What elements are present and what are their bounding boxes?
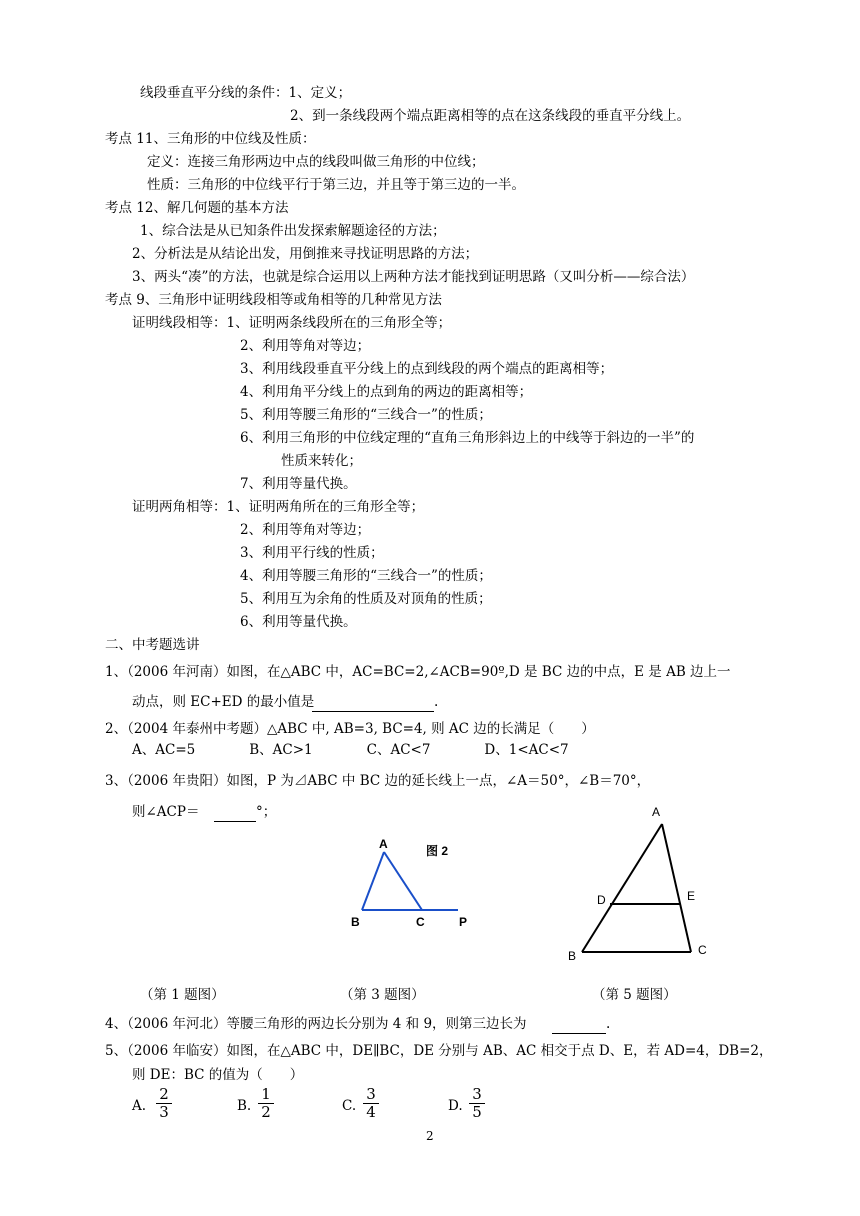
text-line-6: 考点 12、解几何题的基本方法	[105, 200, 289, 216]
text-line-17: 性质来转化；	[281, 453, 362, 469]
q5-option-b-numerator: 1	[258, 1087, 274, 1104]
fig3-label-a: A	[379, 837, 388, 851]
q1-period: .	[434, 694, 439, 710]
q5-option-d-fraction	[469, 1087, 485, 1120]
text-line-18: 7、利用等量代换。	[240, 476, 357, 492]
q1-answer-blank	[312, 693, 438, 712]
text-line-1: 线段垂直平分线的条件：1、定义；	[140, 85, 352, 101]
fig5-label-c: C	[698, 943, 707, 957]
text-line-5: 性质：三角形的中位线平行于第三边，并且等于第三边的一半。	[147, 177, 525, 193]
text-line-25: 二、中考题选讲	[105, 637, 200, 653]
text-line-8: 2、分析法是从结论出发，用倒推来寻找证明思路的方法；	[132, 246, 479, 262]
q5-option-d-label: D.	[448, 1098, 463, 1114]
text-line-15: 5、利用等腰三角形的“三线合一”的性质；	[240, 407, 492, 423]
fig5-label-a: A	[652, 805, 661, 819]
q4-period: .	[606, 1016, 611, 1032]
text-line-7: 1、综合法是从已知条件出发探索解题途径的方法；	[140, 223, 446, 239]
q5-option-b-label: B.	[237, 1098, 252, 1114]
text-line-23: 5、利用互为余角的性质及对顶角的性质；	[240, 591, 492, 607]
q5-option-a-numerator: 2	[156, 1087, 172, 1104]
q5-option-a-fraction	[156, 1087, 172, 1120]
caption-figure-3: （第 3 题图）	[340, 987, 425, 1003]
q5-option-c-fraction	[363, 1087, 379, 1120]
q3-degree-unit: °；	[256, 804, 277, 820]
caption-figure-5: （第 5 题图）	[592, 987, 677, 1003]
text-line-3: 考点 11、三角形的中位线及性质：	[105, 131, 316, 147]
text-line-9: 3、两头“凑”的方法，也就是综合运用以上两种方法才能找到证明思路（又叫分析——综合法）	[132, 269, 695, 285]
figure-question-3	[340, 830, 490, 930]
text-line-14: 4、利用角平分线上的点到角的两边的距离相等；	[240, 384, 533, 400]
q5-option-b-fraction	[258, 1087, 274, 1120]
text-line-20: 2、利用等角对等边；	[240, 522, 371, 538]
segment-ac	[384, 852, 422, 910]
page-number: 2	[426, 1129, 434, 1143]
q5-option-d-numerator: 3	[469, 1087, 485, 1104]
text-line-26: 1、（2006 年河南）如图，在△ABC 中，AC=BC=2,∠ACB=90º,D 是 BC 边的中点，E 是 AB 边上一	[105, 664, 731, 680]
text-line-10: 考点 9、三角形中证明线段相等或角相等的几种常见方法	[105, 292, 442, 308]
fig5-label-d: D	[597, 893, 606, 907]
text-line-24: 6、利用等量代换。	[240, 614, 357, 630]
q5-option-c-label: C.	[342, 1098, 357, 1114]
text-line-32: 4、（2006 年河北）等腰三角形的两边长分别为 4 和 9，则第三边长为	[105, 1016, 527, 1032]
text-line-4: 定义：连接三角形两边中点的线段叫做三角形的中位线；	[147, 154, 485, 170]
text-line-28: 2、（2004 年泰州中考题）△ABC 中, AB=3, BC=4, 则 AC 边的长满足（ ）	[105, 721, 595, 737]
fig3-label-c: C	[416, 915, 425, 929]
text-line-13: 3、利用线段垂直平分线上的点到线段的两个端点的距离相等；	[240, 361, 614, 377]
fig3-title: 图 2	[426, 844, 449, 858]
q5-option-a-denominator: 3	[159, 1103, 169, 1121]
fig3-label-b: B	[351, 915, 360, 929]
figure-question-5	[560, 800, 720, 970]
fig5-label-e: E	[687, 889, 696, 903]
segment-ac	[662, 824, 691, 952]
segment-ba	[362, 852, 384, 910]
q5-option-c-denominator: 4	[366, 1103, 376, 1121]
caption-figure-1: （第 1 题图）	[140, 987, 225, 1003]
text-line-11: 证明线段相等：1、证明两条线段所在的三角形全等；	[132, 315, 452, 331]
text-line-19: 证明两角相等：1、证明两角所在的三角形全等；	[132, 499, 425, 515]
text-line-27: 动点，则 EC+ED 的最小值是	[132, 694, 315, 710]
text-line-33: 5、（2006 年临安）如图，在△ABC 中，DE∥BC，DE 分别与 AB、AC 相交于点 D、E，若 AD=4，DB=2，	[105, 1043, 773, 1059]
q5-option-b-denominator: 2	[261, 1103, 271, 1121]
q5-option-c-numerator: 3	[363, 1087, 379, 1104]
fig3-label-p: P	[459, 915, 468, 929]
text-line-31: 则∠ACP＝	[132, 804, 200, 820]
q3-answer-blank	[214, 803, 276, 822]
text-line-29: A、AC=5 B、AC>1 C、AC<7 D、1<AC<7	[132, 742, 569, 758]
text-line-34: 则 DE：BC 的值为（ ）	[132, 1067, 304, 1083]
text-line-21: 3、利用平行线的性质；	[240, 545, 384, 561]
text-line-22: 4、利用等腰三角形的“三线合一”的性质；	[240, 568, 492, 584]
q4-answer-blank	[552, 1015, 610, 1034]
text-line-2: 2、到一条线段两个端点距离相等的点在这条线段的垂直平分线上。	[290, 108, 691, 124]
q5-option-d-denominator: 5	[472, 1103, 482, 1121]
segment-ab	[582, 824, 662, 952]
text-line-16: 6、利用三角形的中位线定理的“直角三角形斜边上的中线等于斜边的一半”的	[240, 430, 695, 446]
q5-option-a-label: A.	[132, 1098, 147, 1114]
text-line-12: 2、利用等角对等边；	[240, 338, 371, 354]
fig5-label-b: B	[568, 949, 577, 963]
text-line-30: 3、（2006 年贵阳）如图，P 为⊿ABC 中 BC 边的延长线上一点，∠A＝50°，∠B＝70°，	[105, 773, 651, 789]
